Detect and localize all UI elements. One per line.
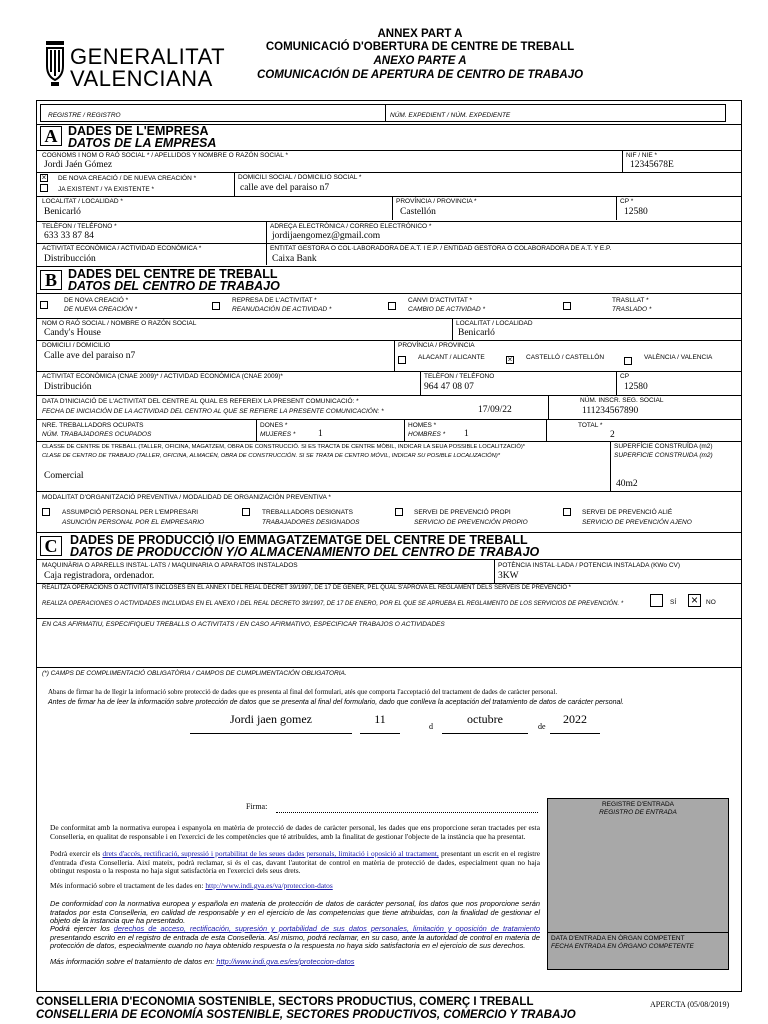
privacy-more-info-link-es[interactable]: http://www.indi.gva.es/es/proteccion-datos — [216, 957, 355, 966]
b-change-checkbox[interactable] — [388, 302, 396, 310]
annex-title-es: ANEXO PARTE A — [373, 55, 467, 67]
b-opt2-es: REANUDACIÓN DE ACTIVIDAD * — [232, 306, 332, 313]
b-ss-value[interactable]: 111234567890 — [582, 406, 639, 416]
divider — [548, 395, 549, 419]
b-cp-value[interactable]: 12580 — [624, 382, 648, 392]
firma-line[interactable] — [276, 812, 538, 813]
divider — [36, 150, 742, 151]
a-phone-label: TELÈFON / TELÉFONO * — [42, 223, 117, 230]
b-women-label-es: MUJERES * — [260, 431, 296, 438]
divider — [616, 371, 617, 395]
section-c-title-es: DATOS DE PRODUCCIÓN Y/O ALMACENAMIENTO DEL CENTRO DE TRABAJO — [70, 545, 540, 559]
b-locality-value[interactable]: Benicarló — [458, 328, 495, 338]
a-email-value[interactable]: jordijaengomez@gmail.com — [272, 231, 381, 241]
divider — [616, 196, 617, 220]
divider — [36, 559, 742, 560]
c-machines-label: MAQUINÀRIA O APARELLS INSTAL·LATS / MAQUINARIA O APARATOS INSTALADOS — [42, 562, 298, 569]
privacy-es-2 — [50, 925, 540, 951]
b-prev4-ca: SERVEI DE PREVENCIÓ ALIÉ — [582, 509, 673, 516]
b-prov-alicante-checkbox[interactable] — [398, 356, 406, 364]
b-women-value[interactable]: 1 — [318, 429, 323, 439]
privacy-es-3-text: Más información sobre el tratamiento de datos en: — [50, 957, 217, 966]
c-specify-label: EN CAS AFIRMATIU, ESPECIFIQUEU TREBALLS O ACTIVITATS / EN CASO AFIRMATIVO, ESPECIFICAR TRABAJOS O ACTIVIDADES — [42, 621, 445, 628]
b-prev1-checkbox[interactable] — [42, 508, 50, 516]
registre-label: REGISTRE / REGISTRO — [48, 112, 121, 119]
divider — [36, 419, 742, 420]
a-new-creation-label: DE NOVA CREACIÓ / DE NUEVA CREACIÓN * — [58, 175, 197, 182]
a-phone-value[interactable]: 633 33 87 84 — [44, 231, 94, 241]
a-nif-value[interactable]: 12345678E — [630, 160, 674, 170]
divider — [36, 196, 742, 197]
b-workers-label-ca: NRE. TREBALLADORS OCUPATS — [42, 422, 144, 429]
b-prev3-ca: SERVEI DE PREVENCIÓ PROPI — [414, 509, 511, 516]
a-email-label: ADREÇA ELECTRÒNICA / CORREO ELECTRÓNICO * — [270, 223, 432, 230]
sign-month[interactable]: octubre — [442, 712, 528, 734]
required-note: (*) CAMPS DE COMPLIMENTACIÓ OBLIGATÒRIA / CAMPOS DE CUMPLIMENTACIÓN OBLIGATORIA. — [42, 670, 347, 677]
b-new-creation-checkbox[interactable] — [40, 301, 48, 309]
b-opt2-ca: REPRESA DE L'ACTIVITAT * — [232, 297, 317, 304]
fecha-organo-es: FECHA ENTRADA EN ÓRGANO COMPETENTE — [551, 943, 694, 950]
privacy-es-2a: Podrá ejercer los — [50, 924, 114, 933]
b-cnae-value[interactable]: Distribución — [44, 382, 92, 392]
privacy-es-3 — [50, 958, 540, 967]
section-b-title-ca: DADES DEL CENTRE DE TREBALL — [68, 267, 278, 281]
sign-day[interactable]: 11 — [360, 712, 400, 734]
b-domicile-value[interactable]: Calle ave del paraiso n7 — [44, 351, 136, 361]
a-locality-label: LOCALITAT / LOCALIDAD * — [42, 198, 123, 205]
privacy-ca-1: De conformitat amb la normativa europea i espanyola en matèria de protecció de dades de caràcter personal, les dades que ens proporcione seran tractades per esta Conselleria, en qualitat de responsable i en l'exercici de les competències que té atribuïdes, amb la finalitat de gestionar l'objecte de la instància que ha presentat. — [50, 823, 540, 841]
b-domicile-label: DOMICILI / DOMICILIO — [42, 342, 111, 349]
privacy-ca-3-text: Més informació sobre el tractament de les dades en: — [50, 881, 206, 890]
b-area-value[interactable]: 40m2 — [616, 479, 638, 489]
a-province-value[interactable]: Castellón — [400, 207, 436, 217]
title-es: COMUNICACIÓN DE APERTURA DE CENTRO DE TRABAJO — [256, 69, 584, 81]
generalitat-emblem-icon — [44, 38, 66, 88]
divider — [404, 419, 405, 441]
a-activity-value[interactable]: Distribucción — [44, 254, 96, 264]
registre-entrada-es: REGISTRO DE ENTRADA — [599, 809, 677, 816]
b-opt1-ca: DE NOVA CREACIÓ * — [64, 297, 129, 304]
b-province-label: PROVÍNCIA / PROVINCIA — [398, 342, 475, 349]
divider — [36, 243, 742, 244]
b-workers-label-es: NÚM. TRABAJADORES OCUPADOS — [42, 431, 152, 438]
divider — [385, 104, 386, 122]
divider — [547, 932, 729, 933]
b-ss-label: NÚM. INSCR. SEG. SOCIAL — [580, 397, 664, 404]
divider — [36, 441, 742, 442]
section-c-letter: C — [40, 536, 62, 556]
divider — [36, 667, 742, 668]
b-opt4-es: TRASLADO * — [612, 306, 652, 313]
a-locality-value[interactable]: Benicarló — [44, 207, 81, 217]
b-locality-label: LOCALITAT / LOCALIDAD — [456, 320, 533, 327]
b-opt3-ca: CANVI D'ACTIVITAT * — [408, 297, 473, 304]
a-existing-checkbox[interactable] — [40, 184, 48, 192]
divider — [420, 371, 421, 395]
fecha-organo-ca: DATA D'ENTRADA EN ÒRGAN COMPETENT — [551, 935, 685, 942]
a-existing-label: JA EXISTENT / YA EXISTENTE * — [58, 186, 155, 193]
privacy-more-info-link-ca[interactable]: http://www.indi.gva.es/va/proteccion-datos — [205, 881, 333, 890]
c-ops-ca: REALITZA OPERACIONS O ACTIVITATS INCLOSES EN EL ANNEX I DEL REIAL DECRET 39/1997, DE 17 DE GENER, PEL QUAL S'APROVA EL REGLAMENT DELS SERVEIS DE PREVENCIÓ * — [42, 585, 571, 591]
divider — [36, 371, 742, 372]
c-machines-value[interactable]: Caja registradora, ordenador. — [44, 571, 155, 581]
registre-entrada-ca: REGISTRE D'ENTRADA — [601, 801, 675, 808]
b-cp-label: CP — [620, 373, 630, 380]
a-new-creation-checkbox[interactable]: × — [41, 173, 47, 182]
b-area-label-es: SUPERFICIE CONSTRUIDA (m2) — [614, 452, 713, 459]
title-ca: COMUNICACIÓ D'OBERTURA DE CENTRE DE TREBALL — [265, 41, 575, 53]
b-prev2-es: TRABAJADORES DESIGNADOS — [262, 519, 360, 526]
ministry-es: CONSELLERIA DE ECONOMÍA SOSTENIBLE, SECTORES PRODUCTIVOS, COMERCIO Y TRABAJO — [36, 1009, 576, 1021]
divider — [36, 318, 742, 319]
divider — [266, 221, 267, 243]
b-opt4-ca: TRASLLAT * — [612, 297, 649, 304]
form-code: APERCTA (05/08/2019) — [650, 1000, 730, 1009]
b-men-label-ca: HOMES * — [408, 422, 437, 429]
divider — [392, 196, 393, 220]
section-b-letter: B — [40, 270, 62, 290]
divider — [36, 618, 742, 619]
a-name-label: COGNOMS I NOM O RAÓ SOCIAL * / APELLIDOS Y NOMBRE O RAZÓN SOCIAL * — [42, 152, 288, 159]
sign-d: d — [429, 722, 433, 731]
consent-es: Antes de firmar ha de leer la información sobre protección de datos que se presenta al final del formulario, dado que conlleva la aceptación del tratamiento de datos de carácter personal. — [48, 699, 624, 706]
logo — [44, 38, 224, 90]
privacy-es-1: De conformidad con la normativa europea y española en materia de protección de datos de carácter personal, los datos que nos proporcione serán tratados por esta Conselleria, en calidad de responsable y en el ejercicio de las competencias que tiene atribuidas, con la finalidad de gestionar el objeto de la instancia que ha presentado. — [50, 899, 540, 925]
b-women-label-ca: DONES * — [260, 422, 288, 429]
privacy-ca-2 — [50, 850, 540, 876]
privacy-es-2b: presentando escrito en el registro de entrada de esta Conselleria. Así mismo, podrá reclamar, en su caso, ante la autoridad de control en materia de protección de datos, especialmente cuando no haya obtenido respuesta o la respuesta no haya sido satisfactoria en el ejercicio de sus derechos. — [50, 932, 540, 950]
registry-row — [40, 104, 726, 122]
c-yes-label: SÍ — [670, 599, 677, 606]
b-start-value[interactable]: 17/09/22 — [478, 405, 512, 415]
b-prov1-label: ALACANT / ALICANTE — [418, 354, 485, 361]
b-name-label: NOM O RAÓ SOCIAL / NOMBRE O RAZÓN SOCIAL — [42, 320, 197, 327]
b-prev3-es: SERVICIO DE PREVENCIÓN PROPIO — [414, 519, 528, 526]
section-a-title-ca: DADES DE L'EMPRESA — [68, 124, 209, 138]
b-prev1-ca: ASSUMPCIÓ PERSONAL PER L'EMPRESARI — [62, 509, 199, 516]
a-mutual-label: ENTITAT GESTORA O COL·LABORADORA DE A.T. I E.P. / ENTIDAD GESTORA O COLABORADORA DE A.T. Y E.P. — [270, 245, 612, 252]
b-prev4-es: SERVICIO DE PREVENCIÓN AJENO — [582, 519, 692, 526]
c-power-value[interactable]: 3KW — [498, 571, 519, 581]
a-nif-label: NIF / NIE * — [626, 152, 658, 159]
sign-name[interactable]: Jordi jaen gomez — [190, 712, 352, 734]
c-power-label: POTÈNCIA INSTAL·LADA / POTENCIA INSTALADA (KWo CV) — [498, 562, 681, 569]
firma-label: Firma: — [246, 802, 268, 811]
divider — [36, 395, 742, 396]
expedient-label: NÚM. EXPEDIENT / NÚM. EXPEDIENTE — [390, 112, 511, 119]
b-prev4-checkbox[interactable] — [563, 508, 571, 516]
divider — [36, 491, 742, 492]
b-transfer-checkbox[interactable] — [563, 302, 571, 310]
b-men-value[interactable]: 1 — [464, 429, 469, 439]
b-prov-valencia-checkbox[interactable] — [624, 357, 632, 365]
c-no-checkbox[interactable]: × — [688, 594, 701, 607]
b-prev2-checkbox[interactable] — [242, 508, 250, 516]
b-opt3-es: CAMBIO DE ACTIVIDAD * — [408, 306, 486, 313]
a-cp-label: CP * — [620, 198, 634, 205]
a-mutual-value[interactable]: Caixa Bank — [272, 254, 317, 264]
privacy-ca-3 — [50, 882, 540, 891]
divider — [36, 340, 742, 341]
b-prev-label: MODALITAT D'ORGANITZACIÓ PREVENTIVA / MODALIDAD DE ORGANIZACIÓN PREVENTIVA * — [42, 494, 331, 501]
b-prov3-label: VALÈNCIA / VALENCIA — [644, 354, 713, 361]
divider — [234, 172, 235, 196]
b-class-value[interactable]: Comercial — [44, 471, 84, 481]
sign-year[interactable]: 2022 — [550, 712, 600, 734]
b-class-label-es: CLASE DE CENTRO DE TRABAJO (TALLER, OFICINA, ALMACÉN, OBRA DE CONSTRUCCIÓN. SI SE TRATA DE CENTRO MÓVIL, INDICAR SU POSIBLE LOCALIZACIÓN)* — [42, 453, 501, 459]
logo-line2: VALENCIANA — [70, 66, 213, 91]
divider — [394, 340, 395, 371]
divider — [36, 221, 742, 222]
a-name-value[interactable]: Jordi Jaén Gómez — [44, 160, 113, 170]
divider — [494, 559, 495, 583]
b-cnae-label: ACTIVITAT ECONÒMICA (CNAE 2009)* / ACTIVIDAD ECONÓMICA (CNAE 2009)* — [42, 373, 283, 380]
divider — [452, 318, 453, 340]
b-phone-label: TELÈFON / TELÉFONO — [424, 373, 495, 380]
section-c-title-ca: DADES DE PRODUCCIÓ I/O EMMAGATZEMATGE DEL CENTRE DE TREBALL — [70, 533, 528, 547]
sign-de: de — [538, 722, 546, 731]
privacy-rights-link-ca[interactable]: drets d'accés, rectificació, supressió i portabilitat de les seues dades personals, limitació i oposició al tractament, — [102, 849, 439, 858]
b-start-label-ca: DATA D'INICIACIÓ DE L'ACTIVITAT DEL CENTRE AL QUAL ES REFEREIX LA PRESENT COMUNICACIÓ: * — [42, 398, 359, 405]
b-opt1-es: DE NUEVA CREACIÓN * — [64, 306, 138, 313]
c-yes-checkbox[interactable] — [650, 594, 663, 607]
b-area-label-ca: SUPERFÍCIE CONSTRUÏDA (m2) — [614, 443, 713, 450]
divider — [546, 419, 547, 441]
b-prev2-ca: TREBALLADORS DESIGNATS — [262, 509, 353, 516]
b-total-value[interactable]: 2 — [610, 430, 615, 440]
c-ops-es: REALIZA OPERACIONES O ACTIVIDADES INCLUIDAS EN EL ANEXO I DEL REAL DECRETO 39/1997, DE 17 DE ENERO, POR EL QUE SE APRUEBA EL REGLAMENTO DE LOS SERVICIOS DE PREVENCIÓN. * — [42, 601, 624, 607]
b-prov-castellon-checkbox[interactable]: × — [507, 355, 513, 364]
b-start-label-es: FECHA DE INICIACIÓN DE LA ACTIVIDAD DEL CENTRO AL QUE SE REFIERE LA PRESENTE COMUNICACIÓN: * — [42, 408, 384, 415]
b-phone-value[interactable]: 964 47 08 07 — [424, 382, 474, 392]
annex-title-ca: ANNEX PART A — [377, 28, 463, 40]
b-total-label: TOTAL * — [578, 422, 603, 429]
a-domicile-label: DOMICILI SOCIAL / DOMICILIO SOCIAL * — [238, 174, 362, 181]
b-prov2-label: CASTELLÓ / CASTELLÓN — [526, 354, 605, 361]
b-prev3-checkbox[interactable] — [395, 508, 403, 516]
logo-line1: GENERALITAT — [70, 44, 226, 69]
divider — [256, 419, 257, 441]
b-resume-checkbox[interactable] — [212, 302, 220, 310]
divider — [610, 441, 611, 491]
a-cp-value[interactable]: 12580 — [624, 207, 648, 217]
a-province-label: PROVÍNCIA / PROVINCIA * — [396, 198, 477, 205]
a-domicile-value[interactable]: calle ave del paraiso n7 — [240, 183, 330, 193]
b-name-value[interactable]: Candy's House — [44, 328, 101, 338]
divider — [36, 172, 742, 173]
divider — [622, 150, 623, 172]
consent-ca: Abans de firmar ha de llegir la informació sobre protecció de dades que es presenta al final del formulari, atés que comporta l'acceptació del tractament de dades de caràcter personal. — [48, 688, 558, 696]
divider — [36, 583, 742, 584]
section-a-letter: A — [40, 126, 62, 146]
b-class-label-ca: CLASSE DE CENTRE DE TREBALL (TALLER, OFICINA, MAGATZEM, OBRA DE CONSTRUCCIÓ. SI ES TRACTA DE CENTRE MÒBIL, INDICAR LA SEUA POSSIBLE LOCALITZACIÓ)* — [42, 444, 526, 450]
privacy-ca-2b: presentant un escrit en el registre d'entrada d'esta Conselleria. Així mateix, podrà reclamar, si és el cas, davant l'autoritat de control en matèria de protecció de dades, especialment quan no haja obtingut resposta o la resposta no haja sigut satisfactòria en l'exercici dels seus drets. — [50, 849, 541, 875]
ministry-ca: CONSELLERIA D'ECONOMIA SOSTENIBLE, SECTORS PRODUCTIUS, COMERÇ I TREBALL — [36, 996, 534, 1008]
a-activity-label: ACTIVITAT ECONÒMICA / ACTIVIDAD ECONÓMICA * — [42, 245, 202, 252]
divider — [36, 293, 742, 294]
section-b-title-es: DATOS DEL CENTRO DE TRABAJO — [68, 279, 280, 293]
b-prev1-es: ASUNCIÓN PERSONAL POR EL EMPRESARIO — [62, 519, 205, 526]
c-no-label: NO — [706, 599, 716, 606]
divider — [266, 243, 267, 265]
privacy-rights-link-es[interactable]: derechos de acceso, rectificación, supresión y portabilidad de sus datos personales, limitación y oposición de tratamiento — [113, 924, 540, 933]
privacy-ca-2a: Podrà exercir els — [50, 849, 103, 858]
b-men-label-es: HOMBRES * — [408, 431, 446, 438]
section-a-title-es: DATOS DE LA EMPRESA — [68, 136, 217, 150]
